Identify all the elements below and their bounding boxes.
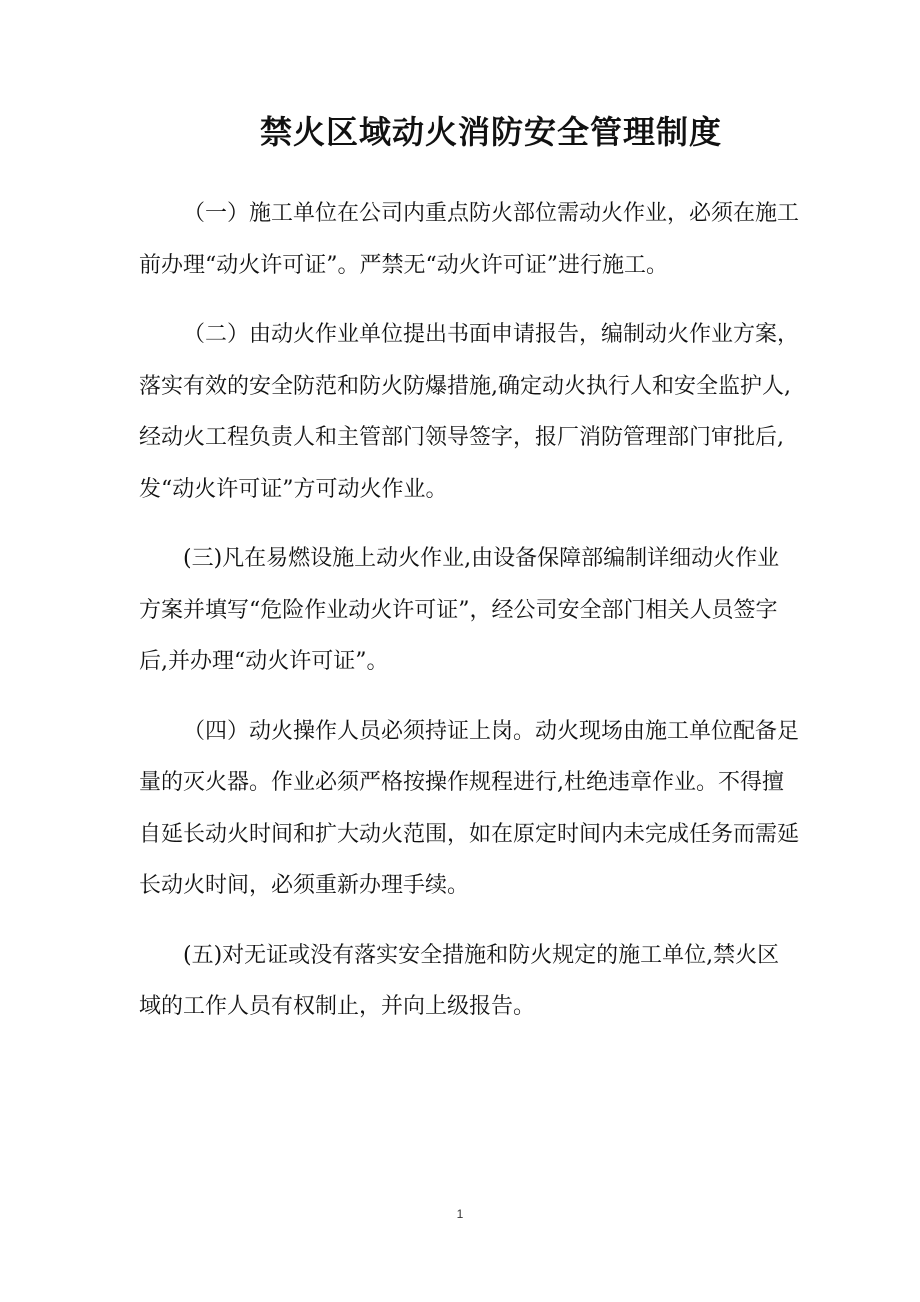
document-body	[139, 188, 799, 1033]
paragraph-line: 自延长动火时间和扩大动火范围，如在原定时间内未完成任务而需延	[139, 821, 800, 847]
paragraph-line: 落实有效的安全防范和防火防爆措施,确定动火执行人和安全监护人,	[139, 373, 791, 399]
paragraph-line: （一）施工单位在公司内重点防火部位需动火作业，必须在施工	[183, 201, 800, 226]
paragraph-line: (五)对无证或没有落实安全措施和防火规定的施工单位,禁火区	[183, 942, 780, 968]
paragraph-line: 域的工作人员有权制止，并向上级报告。	[139, 994, 536, 1019]
paragraph-line: 经动火工程负责人和主管部门领导签字，报厂消防管理部门审批后,	[139, 425, 784, 450]
paragraph-2	[139, 309, 799, 515]
paragraph-3	[139, 533, 799, 688]
page-number: 1	[456, 1207, 464, 1221]
paragraph-line: 方案并填写“危险作业动火许可证”，经公司安全部门相关人员签字	[139, 597, 778, 623]
document-title: 禁火区域动火消防安全管理制度	[259, 113, 722, 151]
paragraph-line: 后,并办理“动火许可证”。	[139, 649, 389, 674]
paragraph-line: 长动火时间，必须重新办理手续。	[139, 873, 470, 898]
paragraph-line: 量的灭火器。作业必须严格按操作规程进行,杜绝违章作业。不得擅	[139, 770, 784, 795]
paragraph-5	[139, 930, 799, 1033]
paragraph-line: 发“动火许可证”方可动火作业。	[139, 476, 448, 502]
paragraph-line: （二）由动火作业单位提出书面申请报告，编制动火作业方案，	[183, 322, 800, 347]
paragraph-line: 前办理“动火许可证”。严禁无“动火许可证”进行施工。	[139, 252, 668, 278]
paragraph-4	[139, 706, 799, 912]
paragraph-1	[139, 188, 799, 291]
paragraph-line: （四）动火操作人员必须持证上岗。动火现场由施工单位配备足	[183, 718, 800, 744]
paragraph-line: (三)凡在易燃设施上动火作业,由设备保障部编制详细动火作业	[183, 546, 780, 571]
